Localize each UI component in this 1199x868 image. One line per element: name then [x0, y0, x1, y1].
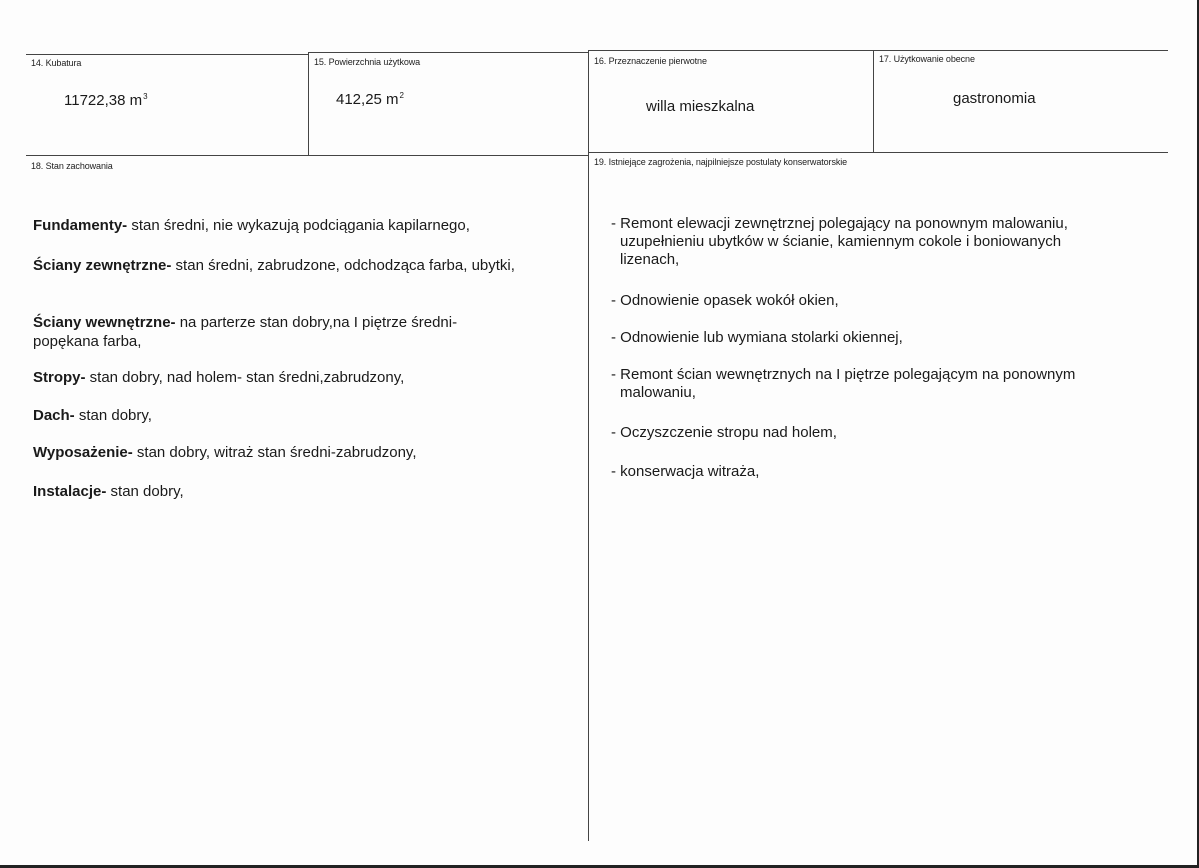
postulat-item	[611, 424, 1151, 442]
top-row-border	[26, 54, 308, 55]
stan-item	[33, 443, 553, 462]
stan-item-head: Stropy-	[33, 369, 86, 386]
stan-item-text: stan dobry,	[106, 483, 184, 500]
stan-item-head: Ściany zewnętrzne-	[33, 257, 172, 274]
postulat-item	[611, 215, 1151, 269]
top-row-border-3	[588, 50, 1168, 51]
stan-item	[33, 313, 518, 351]
stan-item-text: stan dobry, nad holem- stan średni,zabrudzony,	[85, 369, 405, 386]
postulat-item	[611, 463, 1151, 481]
postulat-line: - Remont elewacji zewnętrznej polegający na ponownym malowaniu,	[611, 215, 1068, 232]
stan-item	[33, 216, 553, 235]
stan-item	[33, 406, 553, 425]
divider-14-15	[308, 53, 309, 156]
postulat-line: - Remont ścian wewnętrznych na I piętrze polegającym na ponownym	[611, 366, 1076, 383]
postulat-item	[611, 329, 1151, 347]
stan-item-text: stan średni, nie wykazują podciągania kapilarnego,	[127, 217, 470, 234]
stan-item-text: na parterze stan dobry,na I piętrze średni- popękana farba,	[33, 314, 458, 350]
postulat-line-cont: lizenach,	[620, 251, 680, 268]
stan-item	[33, 256, 523, 275]
field-19-label: 19. Istniejące zagrożenia, najpilniejsze postulaty konserwatorskie	[594, 157, 848, 167]
field-16-label: 16. Przeznaczenie pierwotne	[594, 56, 707, 66]
postulat-line: - konserwacja witraża,	[611, 463, 760, 480]
field-14-label: 14. Kubatura	[31, 58, 82, 68]
stan-item-text: stan dobry,	[74, 407, 152, 424]
field-15-value	[336, 91, 404, 108]
postulat-line-cont: malowaniu,	[620, 384, 696, 401]
middle-row-border-2	[588, 152, 1168, 153]
postulat-item	[611, 292, 1151, 310]
postulat-line-cont: uzupełnieniu ubytków w ścianie, kamiennym cokole i boniowanych	[620, 233, 1062, 250]
powierzchnia-unit-exponent: 2	[399, 91, 404, 100]
postulat-line: - Oczyszczenie stropu nad holem,	[611, 424, 837, 441]
stan-item-head: Wyposażenie-	[33, 444, 133, 461]
stan-item	[33, 482, 553, 501]
divider-15-16	[588, 51, 589, 841]
stan-item	[33, 368, 553, 387]
postulat-line: - Odnowienie lub wymiana stolarki okiennej,	[611, 329, 903, 346]
field-18-label: 18. Stan zachowania	[31, 161, 113, 171]
stan-item-text: stan średni, zabrudzone, odchodząca farba, ubytki,	[171, 257, 515, 274]
field-14-value	[64, 92, 148, 109]
stan-item-head: Instalacje-	[33, 483, 107, 500]
postulat-item	[611, 366, 1151, 402]
middle-row-border	[26, 155, 588, 156]
stan-item-head: Ściany wewnętrzne-	[33, 314, 176, 331]
kubatura-unit-exponent: 3	[143, 92, 148, 101]
postulat-line: - Odnowienie opasek wokół okien,	[611, 292, 839, 309]
stan-item-head: Dach-	[33, 407, 75, 424]
powierzchnia-number: 412,25 m	[336, 91, 399, 108]
field-15-label: 15. Powierzchnia użytkowa	[314, 57, 421, 67]
kubatura-number: 11722,38 m	[64, 92, 143, 109]
divider-16-17	[873, 50, 874, 153]
field-17-label: 17. Użytkowanie obecne	[879, 54, 975, 64]
field-17-value: gastronomia	[953, 90, 1036, 107]
stan-item-head: Fundamenty-	[33, 217, 128, 234]
field-16-value: willa mieszkalna	[646, 98, 755, 115]
top-row-border-2	[308, 52, 588, 53]
stan-item-text: stan dobry, witraż stan średni-zabrudzony,	[132, 444, 417, 461]
